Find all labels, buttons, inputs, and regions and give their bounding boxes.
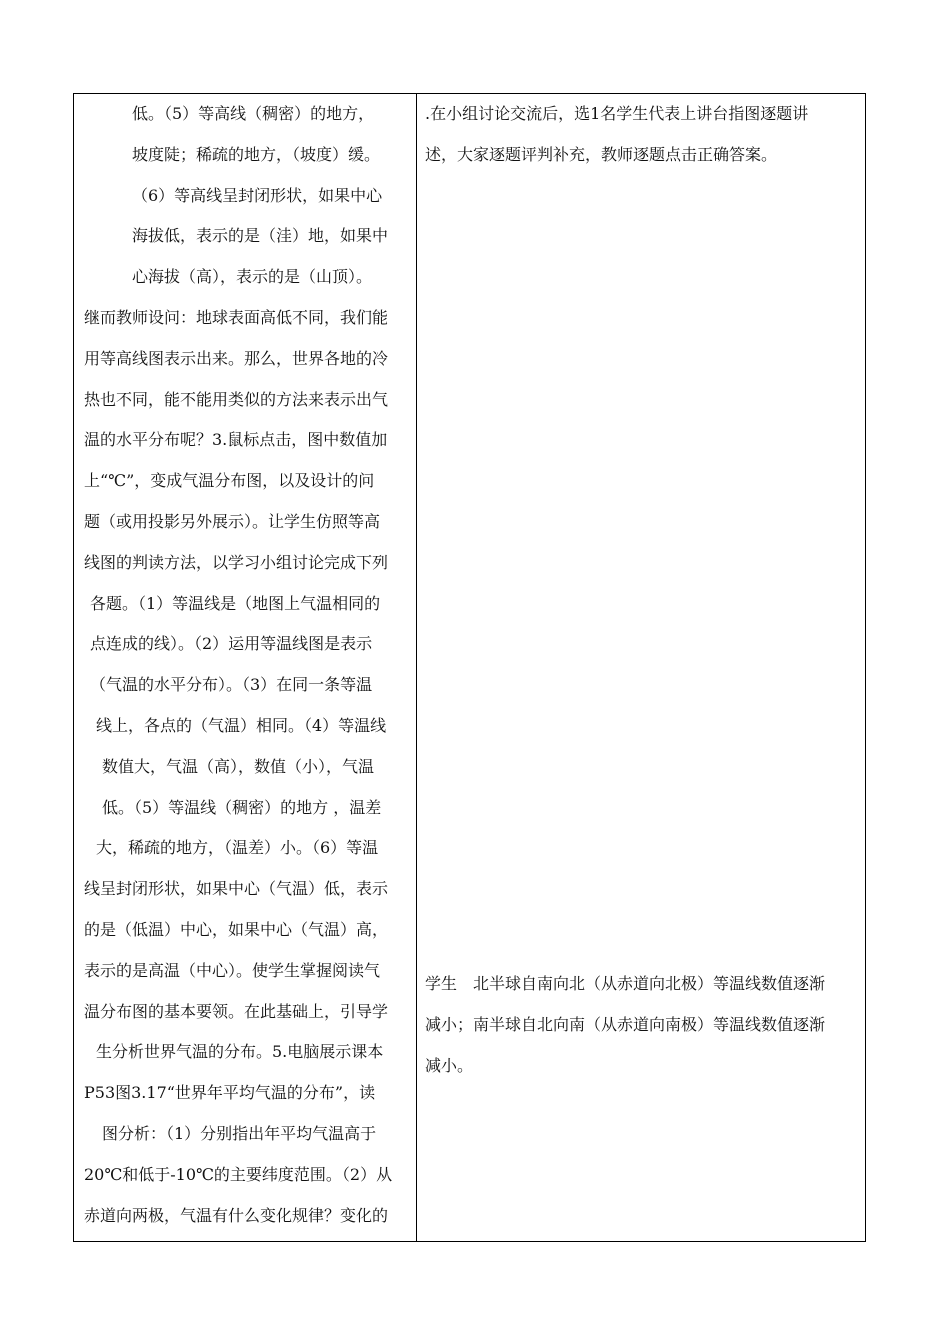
left-line: 线图的判读方法，以学习小组讨论完成下列 [84,552,389,572]
lesson-table [73,93,866,1242]
left-line: 线上，各点的（气温）相同。（4）等温线 [96,715,387,735]
left-line: 赤道向两极，气温有什么变化规律？变化的 [84,1205,389,1225]
left-line: 生分析世界气温的分布。5.电脑展示课本 [96,1042,384,1062]
left-line: P53图3.17“世界年平均气温的分布”，读 [84,1083,376,1103]
left-line: 低。（5）等温线（稠密）的地方 ，温差 [102,797,382,817]
left-line: 表示的是高温（中心）。使学生掌握阅读气 [84,960,381,980]
left-line: 图分析：（1）分别指出年平均气温高于 [102,1123,377,1143]
left-line: 上“℃”，变成气温分布图，以及设计的问 [84,471,375,491]
left-line: 大，稀疏的地方，（温差）小。（6）等温 [96,838,379,858]
left-line: 20℃和低于-10℃的主要纬度范围。（2）从 [84,1164,393,1184]
right-column-bottom [425,964,860,1086]
left-line: 低。（5）等高线（稠密）的地方， [132,104,375,123]
left-line: 温的水平分布呢？3.鼠标点击，图中数值加 [84,430,388,450]
left-column [84,94,409,1236]
right-line: 学生 北半球自南向北（从赤道向北极）等温线数值逐渐 [425,974,826,993]
left-line: 点连成的线）。（2）运用等温线图是表示 [90,634,373,654]
left-line: （6）等高线呈封闭形状，如果中心 [132,185,383,205]
right-line: .在小组讨论交流后，选1名学生代表上讲台指图逐题讲 [425,104,809,123]
right-column-top [425,94,860,176]
right-line: 减小。 [425,1055,474,1075]
left-line: 用等高线图表示出来。那么，世界各地的冷 [84,348,389,368]
column-divider [416,94,417,1241]
left-line: 继而教师设问：地球表面高低不同，我们能 [84,307,389,327]
right-line: 减小；南半球自北向南（从赤道向南极）等温线数值逐渐 [425,1014,826,1034]
right-line: 述，大家逐题评判补充，教师逐题点击正确答案。 [425,144,778,164]
left-line: （气温的水平分布）。（3）在同一条等温 [90,675,373,695]
left-line: 心海拔（高），表示的是（山顶）。 [132,267,373,287]
left-line: 热也不同，能不能用类似的方法来表示出气 [84,389,389,409]
left-line: 线呈封闭形状，如果中心（气温）低，表示 [84,879,389,899]
left-line: 题（或用投影另外展示）。让学生仿照等高 [84,511,381,531]
left-line: 海拔低，表示的是（洼）地，如果中 [132,226,389,246]
left-line: 的是（低温）中心，如果中心（气温）高， [84,919,389,939]
left-line: 温分布图的基本要领。在此基础上，引导学 [84,1001,389,1021]
left-line: 各题。（1）等温线是（地图上气温相同的 [90,593,381,613]
left-line: 数值大，气温（高），数值（小），气温 [102,756,375,776]
left-line: 坡度陡；稀疏的地方，（坡度）缓。 [132,144,381,164]
